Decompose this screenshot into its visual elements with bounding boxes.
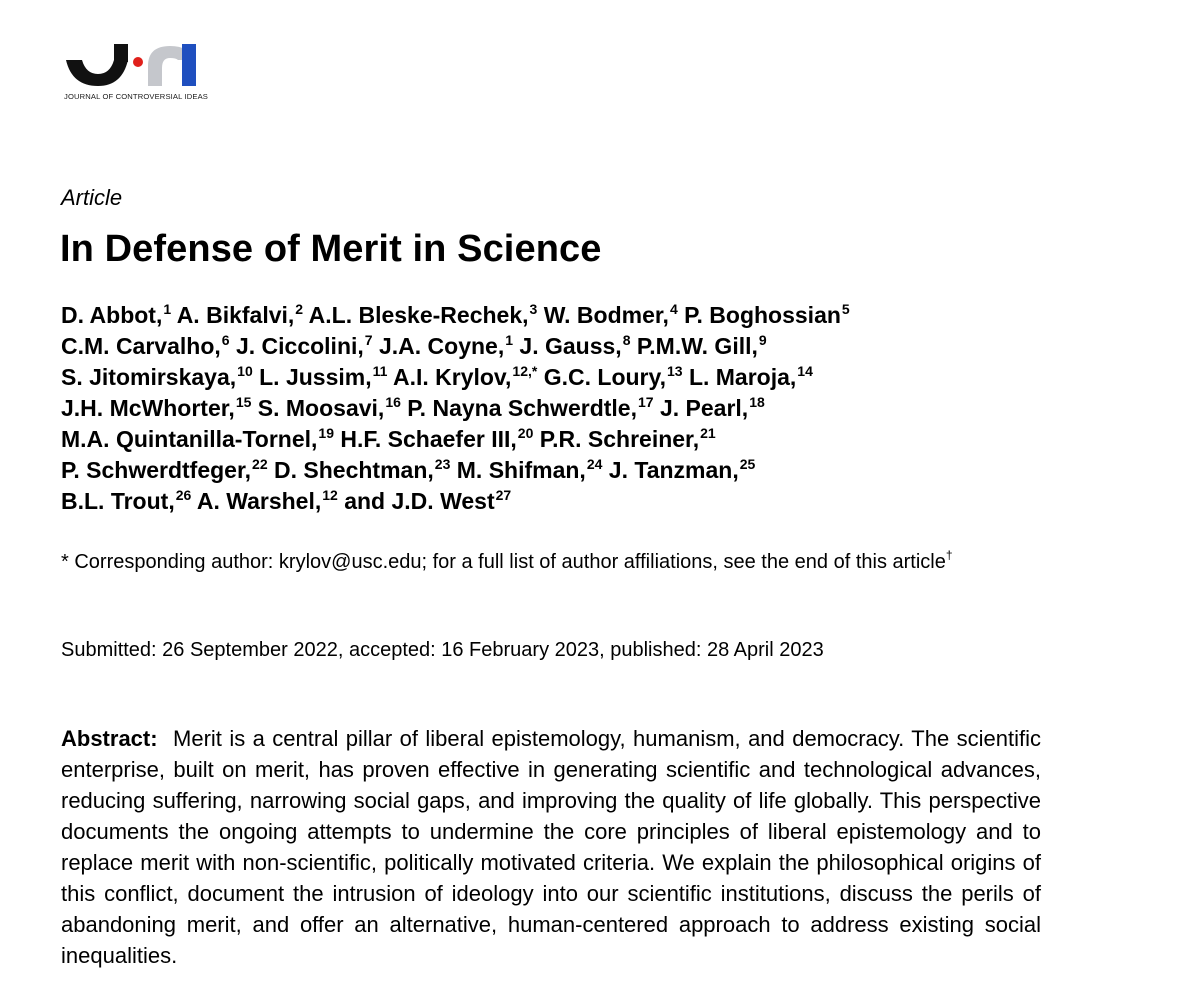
author-name: and J.D. West [344, 488, 495, 514]
author-line [61, 424, 850, 455]
author-name: P. Nayna Schwerdtle, [407, 395, 637, 421]
author-name: J.A. Coyne, [378, 333, 505, 359]
author-line [61, 486, 850, 517]
author [340, 426, 533, 452]
author [544, 302, 678, 328]
author [61, 333, 230, 359]
author [519, 333, 630, 359]
author-name: M.A. Quintanilla-Tornel, [61, 426, 318, 452]
author-name: G.C. Loury, [543, 364, 666, 390]
author-line [61, 362, 850, 393]
author [344, 488, 511, 514]
affiliation-number: 1 [163, 301, 172, 317]
author [61, 302, 171, 328]
author [689, 364, 813, 390]
affiliation-number: 2 [295, 301, 304, 317]
author [259, 364, 387, 390]
affiliation-number: 16 [385, 394, 401, 410]
author [61, 364, 253, 390]
corresponding-author-note [61, 547, 1001, 577]
journal-name: JOURNAL OF CONTROVERSIAL IDEAS [64, 92, 209, 101]
author-name: A.L. Bleske-Rechek, [308, 302, 529, 328]
author-line [61, 300, 850, 331]
affiliation-number: 11 [372, 363, 388, 379]
affiliation-number: 17 [637, 394, 654, 410]
affiliation-number: 27 [495, 487, 512, 503]
author-name: W. Bodmer, [543, 302, 669, 328]
author [609, 457, 756, 483]
author-name: D. Abbot, [61, 302, 163, 328]
abstract-text: Merit is a central pillar of liberal epistemology, humanism, and democracy. The scientific enterprise, built on merit, has proven effective in generating scientific and technological advances, reducing suffering, narrowing social gaps, and improving the quality of life globally. This perspective documents the ongoing attempts to undermine the core principles of liberal epistemology and to replace merit with non-scientific, politically motivated criteria. We explain the philosophical origins of this conflict, document the intrusion of ideology into our scientific institutions, discuss the perils of abandoning merit, and offer an alternative, human-centered approach to address existing social inequalities. [61, 726, 1041, 968]
author-name: L. Maroja, [688, 364, 797, 390]
article-type-label: Article [61, 185, 123, 210]
author [660, 395, 765, 421]
author-name: L. Jussim, [259, 364, 372, 390]
affiliation-number: 26 [175, 487, 192, 503]
author [379, 333, 513, 359]
article-title: In Defense of Merit in Science [60, 228, 602, 270]
author-name: A.I. Krylov, [392, 364, 512, 390]
affiliation-number: 23 [434, 456, 451, 472]
author-line [61, 393, 850, 424]
author-name: H.F. Schaefer III, [340, 426, 517, 452]
author [258, 395, 401, 421]
author [407, 395, 653, 421]
author [236, 333, 373, 359]
author-line [61, 455, 850, 486]
author [61, 426, 334, 452]
affiliation-number: 8 [622, 332, 631, 348]
affiliation-number: 21 [700, 425, 716, 441]
author [309, 302, 538, 328]
author [177, 302, 303, 328]
author-name: P.M.W. Gill, [636, 333, 758, 359]
author [540, 426, 716, 452]
author [637, 333, 767, 359]
author-name: P. Boghossian [684, 302, 841, 328]
author-name: B.L. Trout, [61, 488, 175, 514]
affiliation-number: 10 [237, 363, 253, 379]
affiliation-number: 20 [517, 425, 534, 441]
author [61, 457, 268, 483]
author-name: D. Shechtman, [274, 457, 434, 483]
jci-logo-mark [64, 40, 204, 90]
author-name: S. Moosavi, [257, 395, 385, 421]
affiliation-number: 22 [252, 456, 268, 472]
author-name: M. Shifman, [456, 457, 586, 483]
affiliation-number: 5 [841, 301, 850, 317]
affiliation-number: 4 [669, 301, 678, 317]
affiliation-number: 19 [318, 425, 334, 441]
author-name: J.H. McWhorter, [61, 395, 235, 421]
author-name: J. Ciccolini, [235, 333, 364, 359]
affiliation-number: 12,* [512, 363, 538, 379]
author [393, 364, 537, 390]
author-name: A. Warshel, [196, 488, 322, 514]
author [197, 488, 338, 514]
author-name: J. Gauss, [519, 333, 622, 359]
affiliation-number: 18 [749, 394, 765, 410]
affiliation-number: 9 [758, 332, 767, 348]
dagger-mark: † [945, 548, 953, 562]
abstract [61, 723, 1041, 971]
author-list [61, 300, 850, 517]
affiliation-number: 24 [586, 456, 603, 472]
author-name: A. Bikfalvi, [176, 302, 295, 328]
author [544, 364, 683, 390]
affiliation-number: 14 [797, 363, 813, 379]
author-name: J. Tanzman, [608, 457, 739, 483]
author [61, 395, 251, 421]
author-name: S. Jitomirskaya, [61, 364, 237, 390]
affiliation-number: 7 [364, 332, 373, 348]
author [457, 457, 603, 483]
author [684, 302, 850, 328]
corresponding-author-text: * Corresponding author: krylov@usc.edu; for a full list of author affiliations, see the end of this article [61, 551, 946, 573]
affiliation-number: 15 [235, 394, 252, 410]
journal-logo [64, 40, 209, 106]
author [274, 457, 450, 483]
affiliation-number: 3 [529, 301, 538, 317]
affiliation-number: 12 [322, 487, 338, 503]
abstract-label: Abstract: [61, 726, 158, 751]
submission-dates: Submitted: 26 September 2022, accepted: 16 February 2023, published: 28 April 2023 [61, 639, 824, 661]
author-name: P. Schwerdtfeger, [61, 457, 252, 483]
author [61, 488, 191, 514]
affiliation-number: 6 [221, 332, 230, 348]
author-name: C.M. Carvalho, [61, 333, 221, 359]
author-name: J. Pearl, [659, 395, 749, 421]
affiliation-number: 1 [505, 332, 514, 348]
author-line [61, 331, 850, 362]
affiliation-number: 25 [739, 456, 756, 472]
affiliation-number: 13 [666, 363, 683, 379]
author-name: P.R. Schreiner, [539, 426, 700, 452]
